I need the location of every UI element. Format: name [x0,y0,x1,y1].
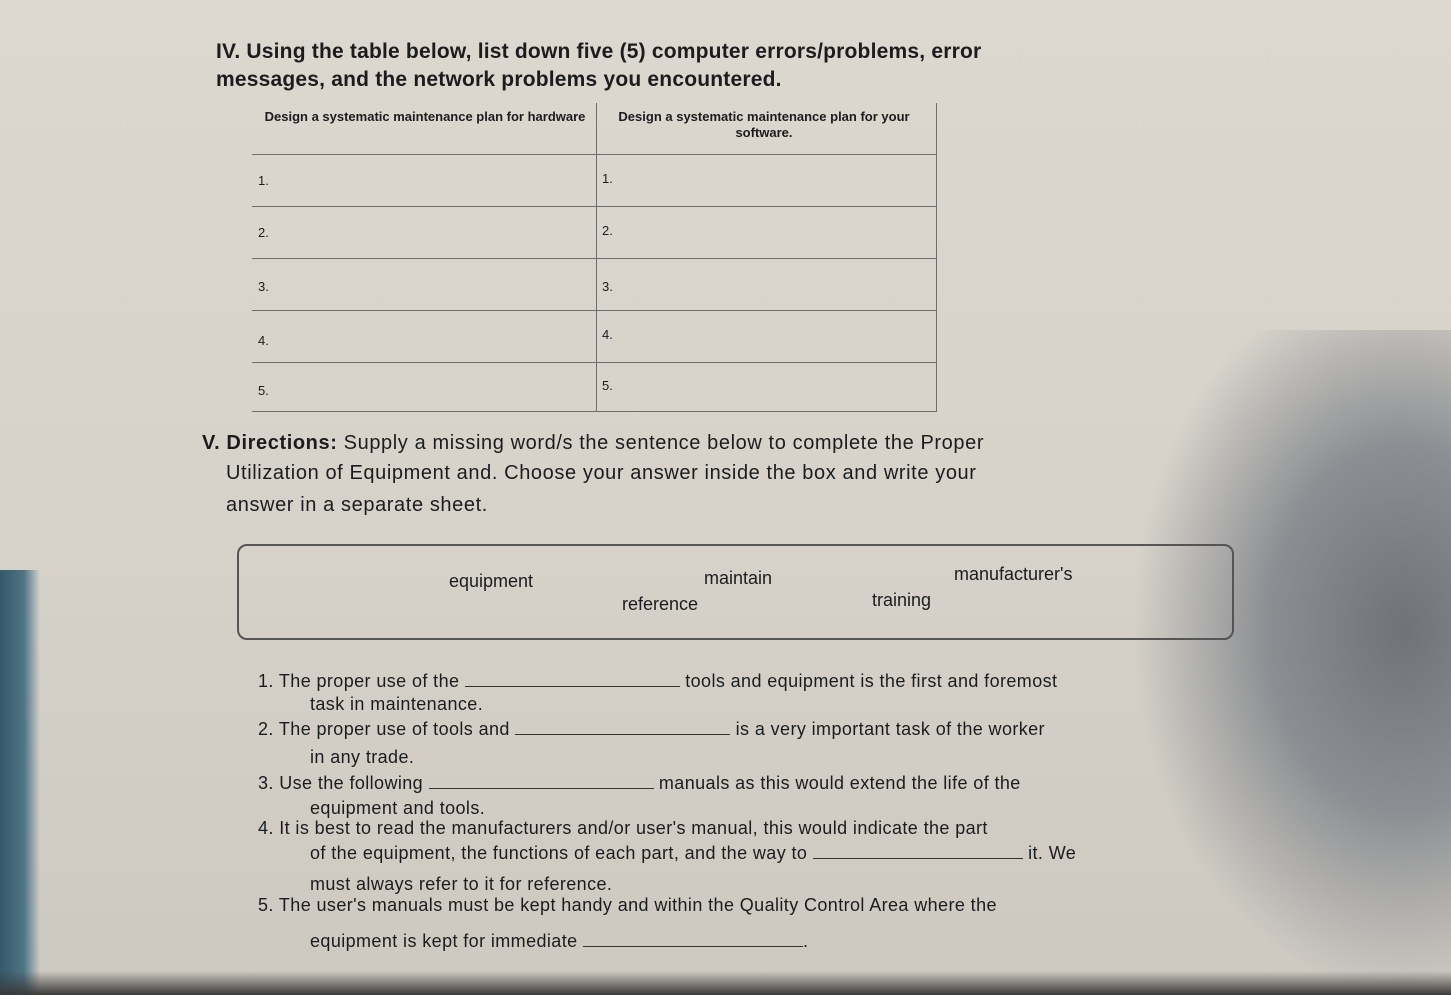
table-cell-hw-1[interactable]: 1. [258,173,269,188]
table-cell-hw-5[interactable]: 5. [258,383,269,398]
answer-blank[interactable] [813,840,1023,859]
question-3-cont: equipment and tools. [310,798,486,818]
table-cell-sw-1[interactable]: 1. [602,171,613,186]
table-cell-sw-4[interactable]: 4. [602,327,613,342]
directions-text: Supply a missing word/s the sentence below to complete the Proper [343,432,985,454]
question-3 [258,770,1021,794]
table-cell-sw-2[interactable]: 2. [602,223,613,238]
answer-blank[interactable] [465,668,680,687]
answer-blank[interactable] [515,716,730,735]
answer-blank[interactable] [583,928,803,947]
section-iv-line2: messages, and the network problems you encountered. [216,68,782,91]
question-4: 4. It is best to read the manufacturers and/or user's manual, this would indicate the part [258,818,988,838]
question-text: . [802,931,809,951]
table-column-divider [596,103,597,411]
question-text: it. We [1028,843,1077,863]
table-header-hardware: Design a systematic maintenance plan for hardware [264,109,586,124]
word-option: training [872,590,932,610]
question-text: manuals as this would extend the life of the [658,773,1021,793]
word-option: reference [622,594,699,614]
question-4-cont [310,840,1076,864]
word-option: equipment [449,571,534,591]
table-row-divider [252,310,936,311]
question-text: 3. Use the following [258,773,424,793]
question-text: of the equipment, the functions of each part, and the way to [310,843,808,863]
section-v-line2: Utilization of Equipment and. Choose your answer inside the box and write your [226,462,977,484]
photo-bottom-edge [0,971,1451,995]
question-5: 5. The user's manuals must be kept handy and within the Quality Control Area where the [258,895,997,915]
table-cell-sw-3[interactable]: 3. [602,279,613,294]
question-5-cont [310,928,808,952]
question-text: equipment is kept for immediate [310,931,578,951]
table-header-divider [252,154,936,155]
table-cell-sw-5[interactable]: 5. [602,378,613,393]
word-choice-box [237,544,1234,640]
table-cell-hw-4[interactable]: 4. [258,333,269,348]
edge-shadow [0,570,40,995]
hand-shadow [1131,330,1451,995]
table-row-divider [252,206,936,207]
question-text: tools and equipment is the first and foremost [685,671,1058,691]
question-text: is a very important task of the worker [735,719,1045,739]
table-header-software: Design a systematic maintenance plan for your software. [618,109,910,140]
table-row-divider [252,258,936,259]
section-iv-line1: IV. Using the table below, list down five (5) computer errors/problems, error [216,40,982,63]
answer-blank[interactable] [429,770,654,789]
section-v-line3: answer in a separate sheet. [226,494,488,516]
directions-label: V. Directions: [202,432,338,454]
table-row-divider [252,362,936,363]
word-option: maintain [704,568,773,588]
question-2 [258,716,1045,740]
table-cell-hw-3[interactable]: 3. [258,279,269,294]
question-text: 1. The proper use of the [258,671,460,691]
table-cell-hw-2[interactable]: 2. [258,225,269,240]
question-1 [258,668,1057,692]
word-option: manufacturer's [954,564,1073,584]
question-2-cont: in any trade. [310,747,415,767]
maintenance-plan-table [252,103,937,412]
question-1-cont: task in maintenance. [310,694,484,714]
section-v-line1 [202,432,984,455]
question-4-cont2: must always refer to it for reference. [310,874,613,894]
question-text: 2. The proper use of tools and [258,719,510,739]
